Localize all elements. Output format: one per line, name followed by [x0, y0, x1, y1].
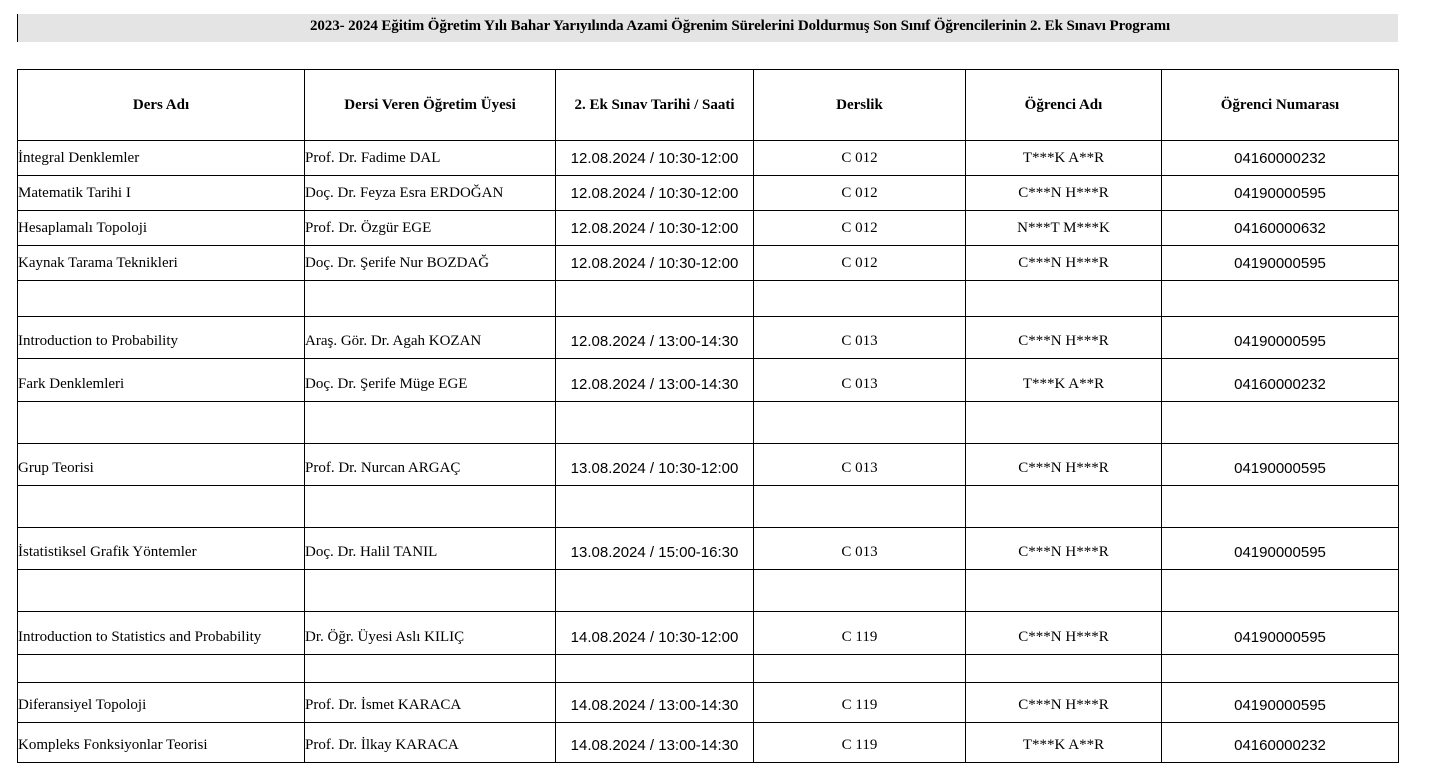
course-cell: Kompleks Fonksiyonlar Teorisi [18, 723, 305, 763]
course-cell: Introduction to Statistics and Probability [18, 612, 305, 655]
empty-row [18, 486, 1399, 528]
student-cell: C***N H***R [966, 612, 1162, 655]
number-cell: 04190000595 [1162, 612, 1399, 655]
empty-cell [556, 570, 754, 612]
table-header-row [18, 70, 1399, 141]
empty-cell [305, 655, 556, 683]
room-cell: C 119 [754, 723, 966, 763]
course-cell: İntegral Denklemler [18, 141, 305, 176]
course-cell: Hesaplamalı Topoloji [18, 211, 305, 246]
course-cell: Grup Teorisi [18, 444, 305, 486]
empty-row [18, 402, 1399, 444]
empty-cell [1162, 281, 1399, 317]
table-row [18, 612, 1399, 655]
course-cell: Diferansiyel Topoloji [18, 683, 305, 723]
course-cell: Introduction to Probability [18, 317, 305, 359]
number-cell: 04190000595 [1162, 246, 1399, 281]
empty-cell [556, 655, 754, 683]
header-course: Ders Adı [18, 70, 305, 141]
course-cell: Matematik Tarihi I [18, 176, 305, 211]
teacher-cell: Prof. Dr. Özgür EGE [305, 211, 556, 246]
course-cell: İstatistiksel Grafik Yöntemler [18, 528, 305, 570]
teacher-cell: Prof. Dr. İsmet KARACA [305, 683, 556, 723]
exam-schedule-table [17, 69, 1399, 763]
empty-cell [18, 402, 305, 444]
header-number: Öğrenci Numarası [1162, 70, 1399, 141]
empty-cell [305, 402, 556, 444]
empty-cell [305, 570, 556, 612]
empty-cell [754, 570, 966, 612]
date-cell: 12.08.2024 / 10:30-12:00 [556, 176, 754, 211]
table-row [18, 246, 1399, 281]
student-cell: N***T M***K [966, 211, 1162, 246]
room-cell: C 012 [754, 211, 966, 246]
empty-row [18, 570, 1399, 612]
number-cell: 04160000632 [1162, 211, 1399, 246]
course-cell: Kaynak Tarama Teknikleri [18, 246, 305, 281]
number-cell: 04160000232 [1162, 723, 1399, 763]
header-date: 2. Ek Sınav Tarihi / Saati [556, 70, 754, 141]
room-cell: C 013 [754, 359, 966, 402]
student-cell: C***N H***R [966, 176, 1162, 211]
course-cell: Fark Denklemleri [18, 359, 305, 402]
number-cell: 04160000232 [1162, 359, 1399, 402]
room-cell: C 119 [754, 683, 966, 723]
room-cell: C 013 [754, 444, 966, 486]
empty-cell [18, 281, 305, 317]
empty-cell [966, 486, 1162, 528]
number-cell: 04190000595 [1162, 528, 1399, 570]
empty-row [18, 655, 1399, 683]
teacher-cell: Prof. Dr. Fadime DAL [305, 141, 556, 176]
date-cell: 13.08.2024 / 15:00-16:30 [556, 528, 754, 570]
teacher-cell: Doç. Dr. Şerife Nur BOZDAĞ [305, 246, 556, 281]
empty-cell [754, 402, 966, 444]
date-cell: 12.08.2024 / 13:00-14:30 [556, 317, 754, 359]
empty-cell [966, 570, 1162, 612]
date-cell: 13.08.2024 / 10:30-12:00 [556, 444, 754, 486]
student-cell: C***N H***R [966, 317, 1162, 359]
empty-cell [305, 486, 556, 528]
table-row [18, 359, 1399, 402]
empty-cell [556, 281, 754, 317]
student-cell: C***N H***R [966, 528, 1162, 570]
table-row [18, 723, 1399, 763]
title-bar [17, 14, 1398, 42]
teacher-cell: Prof. Dr. İlkay KARACA [305, 723, 556, 763]
room-cell: C 013 [754, 317, 966, 359]
teacher-cell: Doç. Dr. Halil TANIL [305, 528, 556, 570]
student-cell: T***K A**R [966, 141, 1162, 176]
room-cell: C 012 [754, 246, 966, 281]
student-cell: C***N H***R [966, 246, 1162, 281]
number-cell: 04190000595 [1162, 176, 1399, 211]
empty-cell [1162, 486, 1399, 528]
empty-cell [556, 486, 754, 528]
teacher-cell: Doç. Dr. Şerife Müge EGE [305, 359, 556, 402]
date-cell: 12.08.2024 / 13:00-14:30 [556, 359, 754, 402]
room-cell: C 012 [754, 141, 966, 176]
empty-cell [1162, 570, 1399, 612]
number-cell: 04190000595 [1162, 444, 1399, 486]
student-cell: T***K A**R [966, 359, 1162, 402]
teacher-cell: Prof. Dr. Nurcan ARGAÇ [305, 444, 556, 486]
empty-cell [754, 281, 966, 317]
table-row [18, 444, 1399, 486]
date-cell: 12.08.2024 / 10:30-12:00 [556, 246, 754, 281]
date-cell: 14.08.2024 / 13:00-14:30 [556, 723, 754, 763]
empty-cell [1162, 655, 1399, 683]
room-cell: C 012 [754, 176, 966, 211]
header-student: Öğrenci Adı [966, 70, 1162, 141]
number-cell: 04160000232 [1162, 141, 1399, 176]
table-row [18, 317, 1399, 359]
header-room: Derslik [754, 70, 966, 141]
table-row [18, 683, 1399, 723]
empty-cell [18, 655, 305, 683]
empty-cell [754, 486, 966, 528]
table-row [18, 141, 1399, 176]
empty-cell [1162, 402, 1399, 444]
date-cell: 14.08.2024 / 10:30-12:00 [556, 612, 754, 655]
empty-cell [966, 655, 1162, 683]
empty-cell [18, 570, 305, 612]
teacher-cell: Araş. Gör. Dr. Agah KOZAN [305, 317, 556, 359]
student-cell: C***N H***R [966, 444, 1162, 486]
empty-row [18, 281, 1399, 317]
empty-cell [305, 281, 556, 317]
student-cell: C***N H***R [966, 683, 1162, 723]
empty-cell [966, 402, 1162, 444]
teacher-cell: Doç. Dr. Feyza Esra ERDOĞAN [305, 176, 556, 211]
number-cell: 04190000595 [1162, 683, 1399, 723]
header-teacher: Dersi Veren Öğretim Üyesi [305, 70, 556, 141]
table-row [18, 528, 1399, 570]
student-cell: T***K A**R [966, 723, 1162, 763]
empty-cell [966, 281, 1162, 317]
empty-cell [556, 402, 754, 444]
date-cell: 14.08.2024 / 13:00-14:30 [556, 683, 754, 723]
empty-cell [754, 655, 966, 683]
date-cell: 12.08.2024 / 10:30-12:00 [556, 141, 754, 176]
room-cell: C 119 [754, 612, 966, 655]
room-cell: C 013 [754, 528, 966, 570]
empty-cell [18, 486, 305, 528]
page-title: 2023- 2024 Eğitim Öğretim Yılı Bahar Yarıyılında Azami Öğrenim Sürelerini Doldurmuş Son Sınıf Öğrencilerinin 2. Ek Sınavı Programı [310, 18, 1171, 34]
number-cell: 04190000595 [1162, 317, 1399, 359]
table-row [18, 211, 1399, 246]
date-cell: 12.08.2024 / 10:30-12:00 [556, 211, 754, 246]
table-row [18, 176, 1399, 211]
teacher-cell: Dr. Öğr. Üyesi Aslı KILIÇ [305, 612, 556, 655]
